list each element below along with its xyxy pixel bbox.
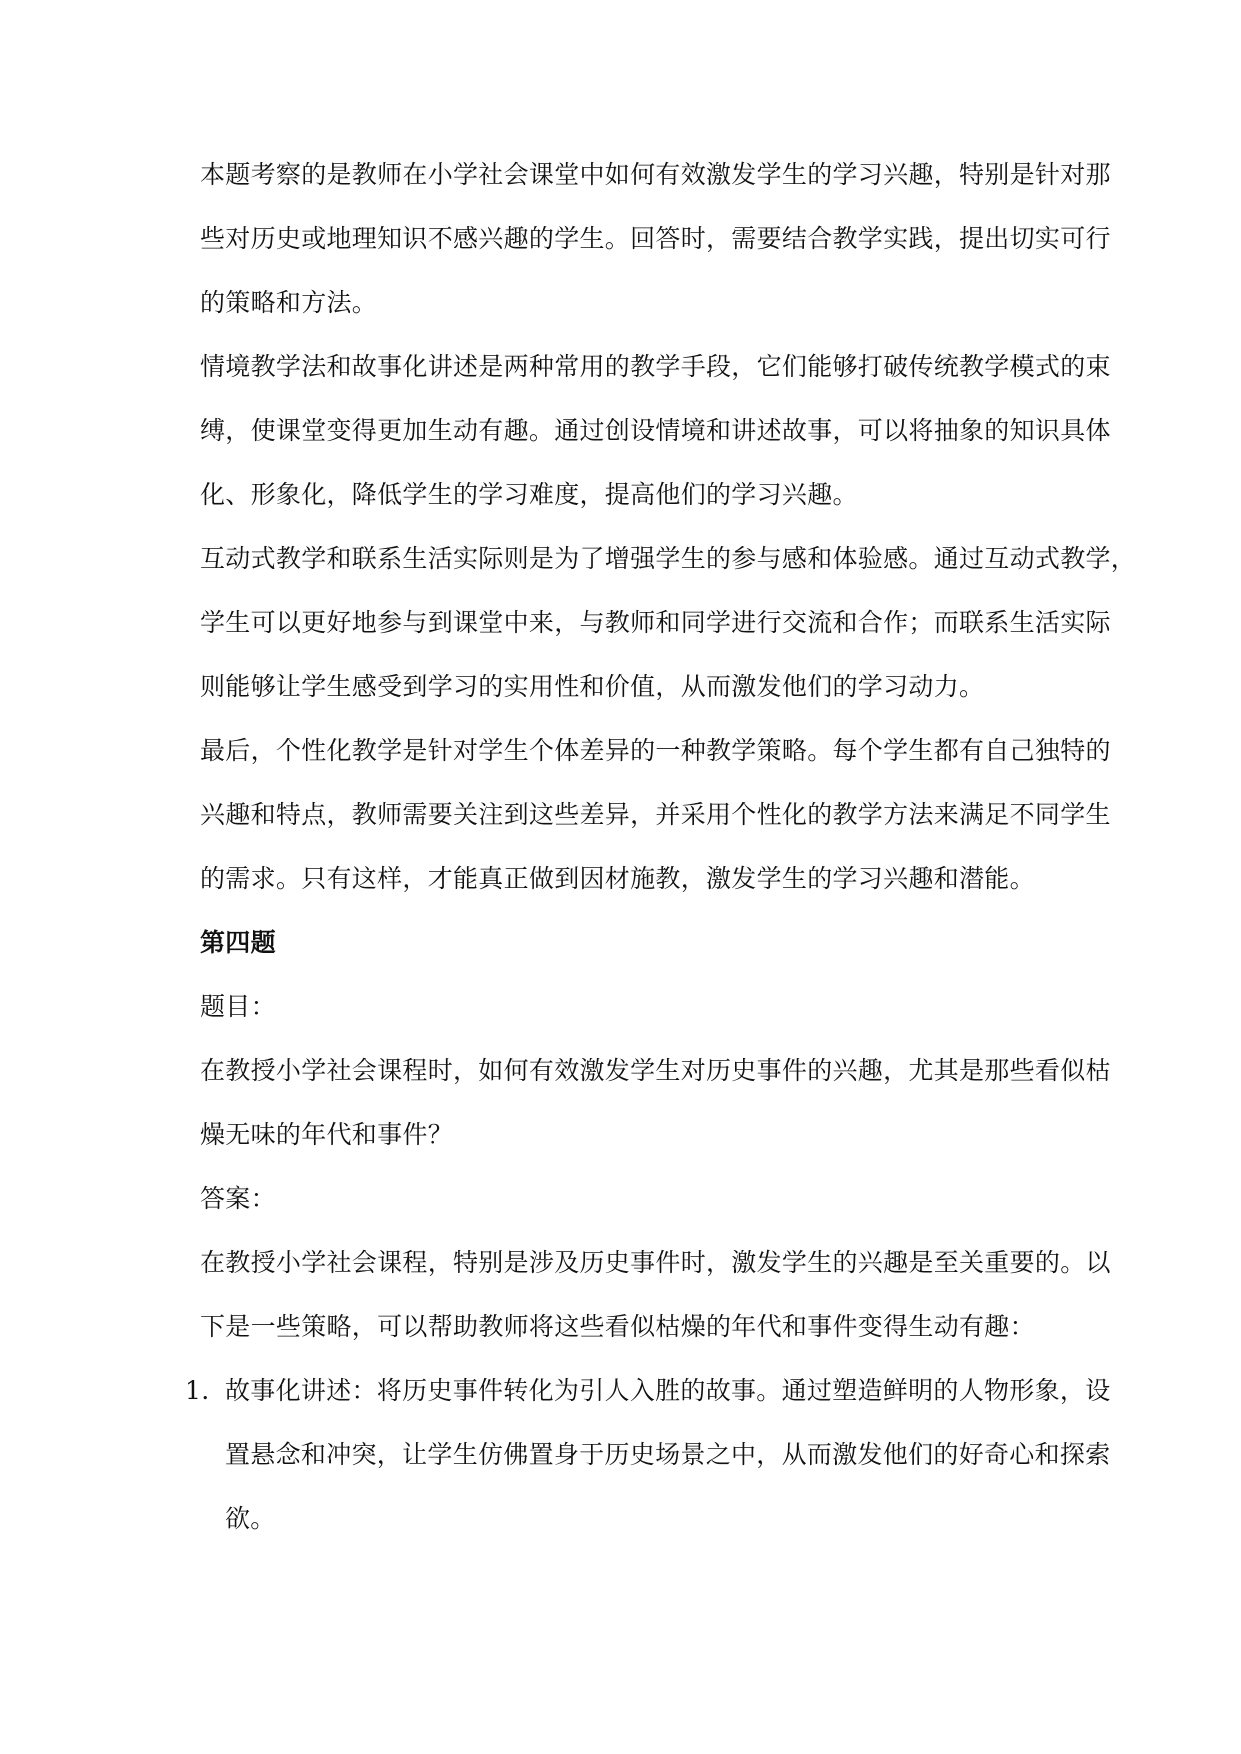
- text-line: 下是一些策略，可以帮助教师将这些看似枯燥的年代和事件变得生动有趣：: [200, 1312, 1035, 1341]
- text-line: 化、形象化，降低学生的学习难度，提高他们的学习兴趣。: [200, 480, 858, 509]
- paragraph-3: [200, 527, 1137, 719]
- paragraph-4: [200, 719, 1111, 911]
- text-line: 的需求。只有这样，才能真正做到因材施教，激发学生的学习兴趣和潜能。: [200, 864, 1035, 893]
- text-line: 情境教学法和故事化讲述是两种常用的教学手段，它们能够打破传统教学模式的束: [200, 352, 1111, 381]
- text-line: 置悬念和冲突，让学生仿佛置身于历史场景之中，从而激发他们的好奇心和探索: [225, 1440, 1111, 1469]
- question-label: 题目：: [200, 992, 276, 1021]
- paragraph-1: [200, 143, 1111, 335]
- list-marker: 1.: [185, 1376, 210, 1405]
- text-line: 欲。: [225, 1504, 276, 1533]
- text-line: 互动式教学和联系生活实际则是为了增强学生的参与感和体验感。通过互动式教学，: [200, 544, 1137, 573]
- text-line: 兴趣和特点，教师需要关注到这些差异，并采用个性化的教学方法来满足不同学生: [200, 800, 1111, 829]
- text-line: 则能够让学生感受到学习的实用性和价值，从而激发他们的学习动力。: [200, 672, 985, 701]
- paragraph-2: [200, 335, 1111, 527]
- text-line: 些对历史或地理知识不感兴趣的学生。回答时，需要结合教学实践，提出切实可行: [200, 224, 1111, 253]
- question-text: [200, 1039, 1111, 1167]
- text-line: 故事化讲述：将历史事件转化为引人入胜的故事。通过塑造鲜明的人物形象，设: [225, 1376, 1111, 1405]
- text-line: 燥无味的年代和事件？: [200, 1120, 454, 1149]
- text-line: 的策略和方法。: [200, 288, 378, 317]
- answer-intro: [200, 1231, 1111, 1359]
- text-line: 在教授小学社会课程时，如何有效激发学生对历史事件的兴趣，尤其是那些看似枯: [200, 1056, 1111, 1085]
- text-line: 最后，个性化教学是针对学生个体差异的一种教学策略。每个学生都有自己独特的: [200, 736, 1111, 765]
- text-line: 本题考察的是教师在小学社会课堂中如何有效激发学生的学习兴趣，特别是针对那: [200, 160, 1111, 189]
- text-line: 学生可以更好地参与到课堂中来，与教师和同学进行交流和合作；而联系生活实际: [200, 608, 1111, 637]
- text-line: 缚，使课堂变得更加生动有趣。通过创设情境和讲述故事，可以将抽象的知识具体: [200, 416, 1111, 445]
- list-item: [185, 1359, 1111, 1551]
- text-line: 在教授小学社会课程，特别是涉及历史事件时，激发学生的兴趣是至关重要的。以: [200, 1248, 1111, 1277]
- document-page: [185, 143, 1137, 1551]
- section-heading: 第四题: [200, 928, 276, 957]
- answer-label: 答案：: [200, 1184, 276, 1213]
